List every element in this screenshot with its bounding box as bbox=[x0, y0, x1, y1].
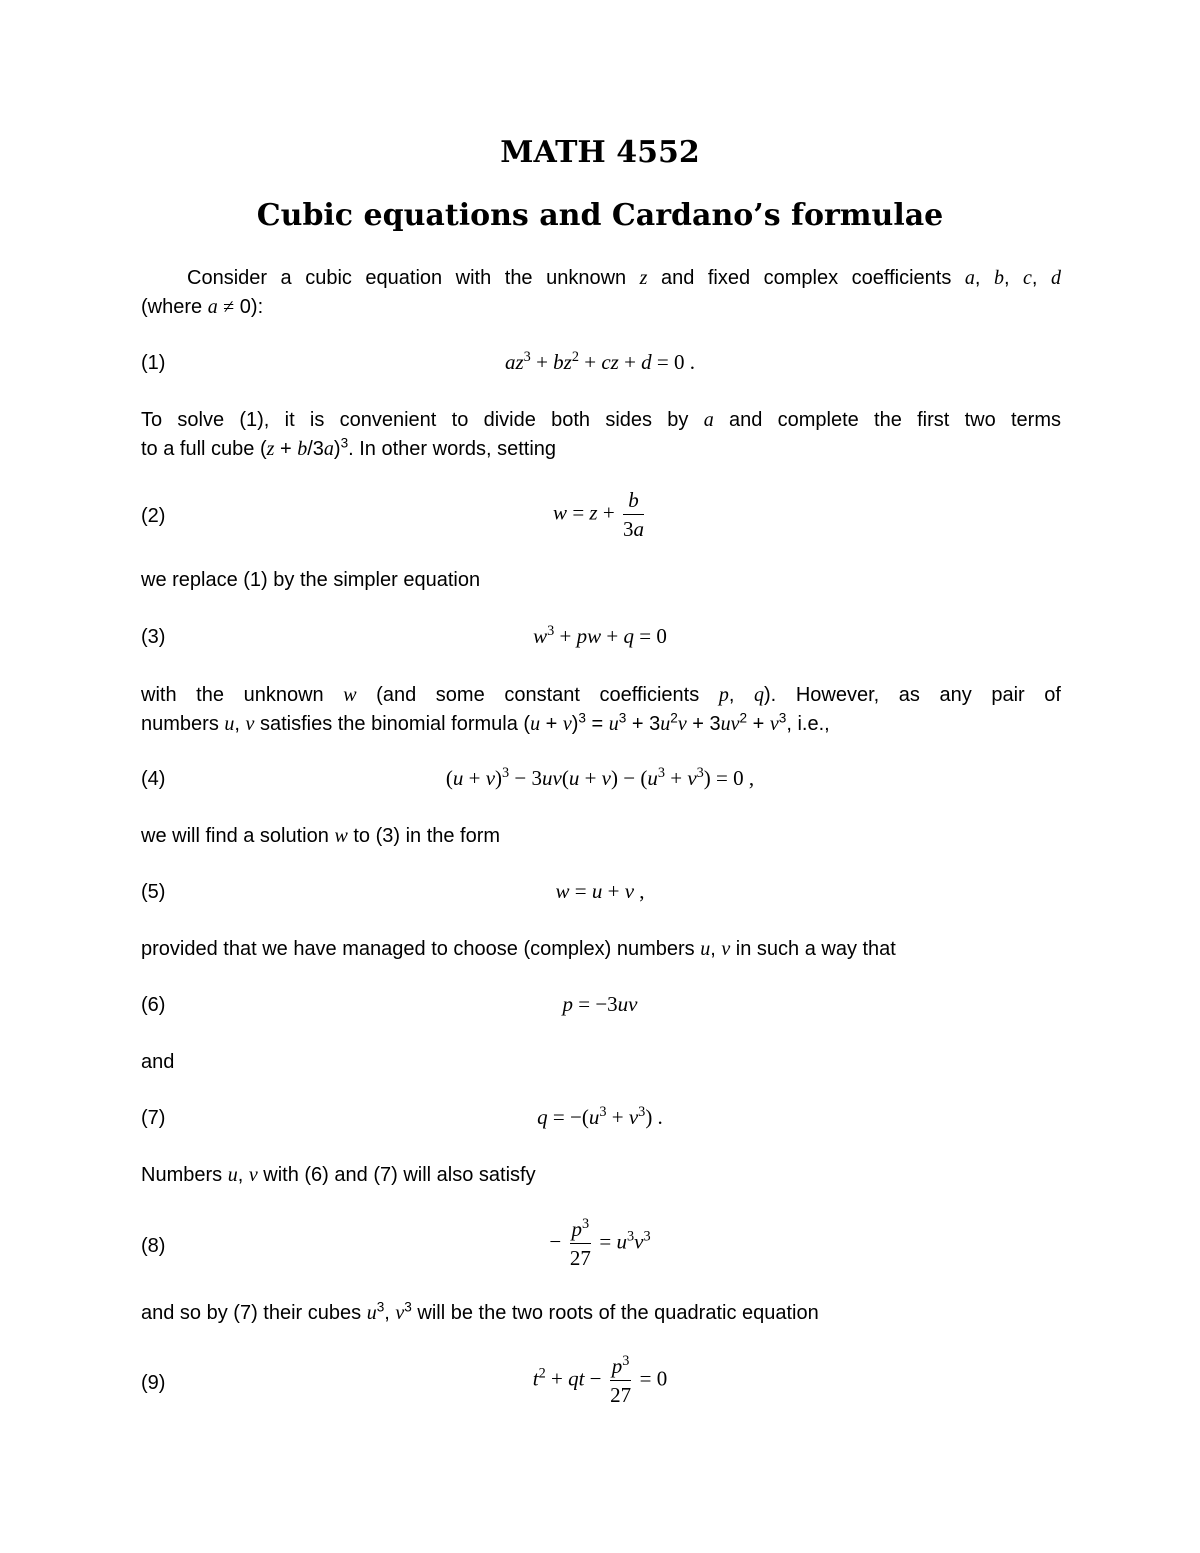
equation-number: (7) bbox=[141, 1107, 166, 1129]
equation-number: (3) bbox=[141, 626, 166, 648]
equation-number: (5) bbox=[141, 881, 166, 903]
solve-line-2: to a full cube $(z + b/3a)^3$. In other words, setting bbox=[141, 435, 557, 460]
intro-line-1: Consider a cubic equation with the unknown z and fixed complex coefficients a, b, c, d bbox=[187, 267, 1061, 289]
paragraph-replace: we replace (1) by the simpler equation bbox=[141, 569, 481, 591]
equation-number: (6) bbox=[141, 994, 166, 1016]
equation-7: $q = -(u^3 + v^3)$ . bbox=[537, 1104, 663, 1129]
equation-9: $t^2$ + qt − $\frac{p^3}{27}$ = 0 bbox=[532, 1353, 668, 1407]
paragraph-roots: and so by (7) their cubes $u^3$, $v^3$ will be the two roots of the quadratic equation bbox=[141, 1299, 819, 1324]
equation-6: p = −3uv bbox=[562, 992, 638, 1016]
solve-line-1: To solve (1), it is convenient to divide both sides by a and complete the first two terms bbox=[141, 409, 1061, 431]
paragraph-choose: provided that we have managed to choose (complex) numbers u, v in such a way that bbox=[141, 938, 896, 960]
intro-paragraph bbox=[141, 264, 1061, 322]
equation-4: $(u + v)^3 - 3uv(u + v) - (u^3 + v^3) = 0$ , bbox=[445, 765, 755, 790]
intro-line-2: (where a ≠ 0): bbox=[141, 296, 264, 318]
binomial-line-1: with the unknown w (and some constant coefficients p, q). However, as any pair of bbox=[141, 684, 1061, 706]
equation-number: (2) bbox=[141, 505, 166, 527]
paragraph-binomial bbox=[141, 681, 1061, 739]
equation-5: w = u + v , bbox=[555, 879, 645, 903]
document-title: Cubic equations and Cardano’s formulae bbox=[256, 198, 944, 233]
paragraph-solve bbox=[141, 406, 1061, 464]
equation-8: − $\frac{p^3}{27}$ = $u^3v^3$ bbox=[549, 1216, 651, 1270]
equation-3: $w^3$ + pw + q = 0 bbox=[533, 623, 667, 648]
paragraph-satisfy: Numbers u, v with (6) and (7) will also satisfy bbox=[141, 1164, 536, 1186]
equation-number: (1) bbox=[141, 352, 166, 374]
binomial-line-2: numbers u, v satisfies the binomial formula $(u + v)^3 = u^3 + 3u^2v + 3uv^2 + v^3$, i.e., bbox=[141, 710, 830, 735]
equation-1: $az^3 + bz^2$ + cz + d = 0 . bbox=[504, 349, 696, 374]
paragraph-find-solution: we will find a solution w to (3) in the form bbox=[141, 825, 501, 847]
equation-number: (8) bbox=[141, 1235, 166, 1257]
paragraph-and: and bbox=[141, 1051, 175, 1073]
equation-number: (4) bbox=[141, 768, 166, 790]
equation-2: w = z + $\frac{b}{3a}$ bbox=[553, 488, 644, 541]
equation-number: (9) bbox=[141, 1372, 166, 1394]
course-title: MATH 4552 bbox=[500, 135, 700, 170]
